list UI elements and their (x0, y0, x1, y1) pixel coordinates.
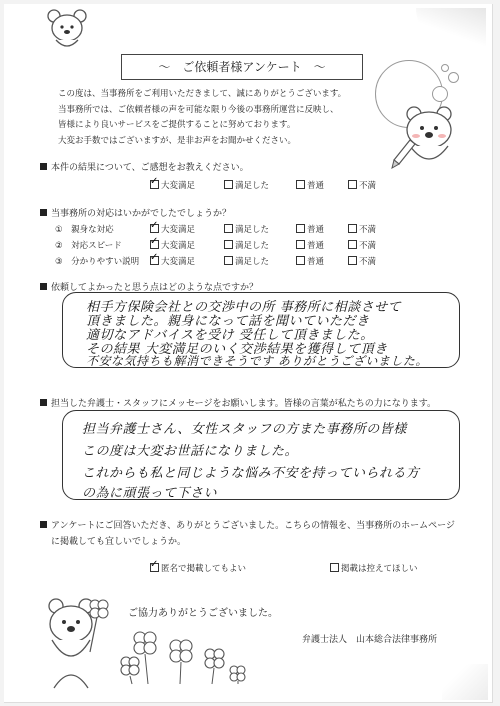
bear-with-clover-illustration (40, 592, 120, 692)
bullet-icon (40, 521, 47, 528)
checkbox-checked-icon[interactable] (150, 180, 159, 189)
q3-answer-line: 頂きました。親身になって話を聞いていただき (86, 314, 370, 329)
q2-row1-dissatisfied[interactable]: 不満 (348, 223, 376, 235)
bullet-icon (40, 283, 47, 290)
q4-answer-line: 担当弁護士さん、女性スタッフの方また事務所の皆様 (82, 422, 407, 437)
bubble-illustration (448, 72, 459, 83)
clover-patch-illustration (118, 624, 248, 686)
question-4-text: 担当した弁護士・スタッフにメッセージをお願いします。皆様の言葉が私たちの力になります。 (51, 399, 437, 409)
q2-row3-very-satisfied[interactable]: ✓大変満足 (150, 255, 195, 267)
checkbox-icon[interactable] (224, 240, 233, 249)
intro-text (58, 87, 378, 149)
checkbox-checked-icon[interactable] (150, 240, 159, 249)
q2-row1-normal[interactable]: 普通 (296, 223, 324, 235)
bear-top-left-illustration (44, 8, 90, 52)
question-5-text-line2: に掲載しても宜しいでしょうか。 (51, 537, 187, 547)
q3-answer-line: 適切なアドバイスを受け 受任して頂きました。 (86, 328, 374, 343)
bullet-icon (40, 163, 47, 170)
checkbox-icon[interactable] (348, 224, 357, 233)
page-curl-bottom (442, 664, 488, 700)
checkbox-icon[interactable] (348, 256, 357, 265)
checkbox-icon[interactable] (330, 563, 339, 572)
q2-row-label: ② 対応スピード (55, 241, 122, 251)
intro-line: この度は、当事務所をご利用いただきまして、誠にありがとうございます。 (58, 89, 347, 99)
question-3-text: 依頼してよかったと思う点はどのような点ですか？ (51, 283, 259, 293)
q4-answer-line: の為に頑張って下さい (82, 486, 218, 501)
q2-row3-normal[interactable]: 普通 (296, 255, 324, 267)
checkbox-checked-icon[interactable] (150, 224, 159, 233)
intro-line: 大変お手数ではございますが、是非お声をお聞かせください。 (58, 135, 297, 146)
q3-answer-line: その結果 大変満足のいく交渉結果を獲得して頂き (86, 342, 388, 357)
intro-line: 当事務所では、ご依頼者様の声を可能な限り今後の事務所運営に反映し、 (58, 104, 339, 115)
q4-answer-line: この度は大変お世話になりました。 (82, 444, 299, 459)
bubble-illustration (441, 64, 449, 72)
bear-with-pencil-illustration (388, 100, 468, 180)
q1-option-normal[interactable]: 普通 (296, 179, 324, 191)
law-firm-name: 弁護士法人 山本総合法律事務所 (302, 635, 438, 645)
q2-row2-dissatisfied[interactable]: 不満 (348, 239, 376, 251)
q2-row1-satisfied[interactable]: 満足した (224, 223, 269, 235)
checkbox-icon[interactable] (224, 256, 233, 265)
checkbox-icon[interactable] (348, 180, 357, 189)
checkbox-icon[interactable] (296, 256, 305, 265)
q2-row2-normal[interactable]: 普通 (296, 239, 324, 251)
checkbox-icon[interactable] (296, 180, 305, 189)
bullet-icon (40, 399, 47, 406)
q2-row1-very-satisfied[interactable]: ✓大変満足 (150, 223, 195, 235)
question-4 (40, 396, 436, 409)
q1-option-very-satisfied[interactable]: ✓大変満足 (150, 179, 195, 191)
q1-option-satisfied[interactable]: 満足した (224, 179, 269, 191)
question-2-text: 当事務所の対応はいかがでしたでしょうか？ (51, 209, 232, 219)
q3-answer-line: 相手方保険会社との交渉中の所 事務所に相談させて (86, 300, 402, 315)
thanks-message: ご協力ありがとうございました。 (128, 608, 278, 619)
q2-row3-dissatisfied[interactable]: 不満 (348, 255, 376, 267)
checkbox-checked-icon[interactable] (150, 563, 159, 572)
checkbox-icon[interactable] (224, 180, 233, 189)
q2-row2-very-satisfied[interactable]: ✓大変満足 (150, 239, 195, 251)
question-5-text: アンケートにご回答いただき、ありがとうございました。こちらの情報を、当事務所のホームページ (51, 521, 455, 531)
checkbox-icon[interactable] (224, 224, 233, 233)
checkbox-icon[interactable] (296, 224, 305, 233)
q4-answer-line: これからも私と同じような悩み不安を持っていられる方 (82, 466, 420, 481)
q2-row3-satisfied[interactable]: 満足した (224, 255, 269, 267)
q5-option-decline[interactable]: 掲載は控えてほしい (330, 562, 418, 574)
question-1 (40, 160, 249, 173)
bullet-icon (40, 209, 47, 216)
intro-line: 皆様により良いサービスをご提供することに努めております。 (58, 120, 296, 130)
q2-row-label: ① 親身な対応 (55, 225, 114, 235)
checkbox-icon[interactable] (296, 240, 305, 249)
checkbox-checked-icon[interactable] (150, 256, 159, 265)
question-2 (40, 206, 231, 219)
q5-option-anonymous-ok[interactable]: ✓匿名で掲載してもよい (150, 562, 246, 574)
checkbox-icon[interactable] (348, 240, 357, 249)
q2-row2-satisfied[interactable]: 満足した (224, 239, 269, 251)
q3-answer-line: 不安な気持ちも解消できそうです ありがとうございました。 (86, 354, 428, 368)
q1-option-dissatisfied[interactable]: 不満 (348, 179, 376, 191)
q2-row-label: ③ 分かりやすい説明 (55, 257, 140, 267)
survey-title: 〜 ご依頼者様アンケート 〜 (121, 54, 363, 80)
page-curl-top (416, 8, 486, 48)
question-5 (40, 518, 455, 531)
question-1-text: 本件の結果について、ご感想をお教えください。 (51, 163, 249, 173)
